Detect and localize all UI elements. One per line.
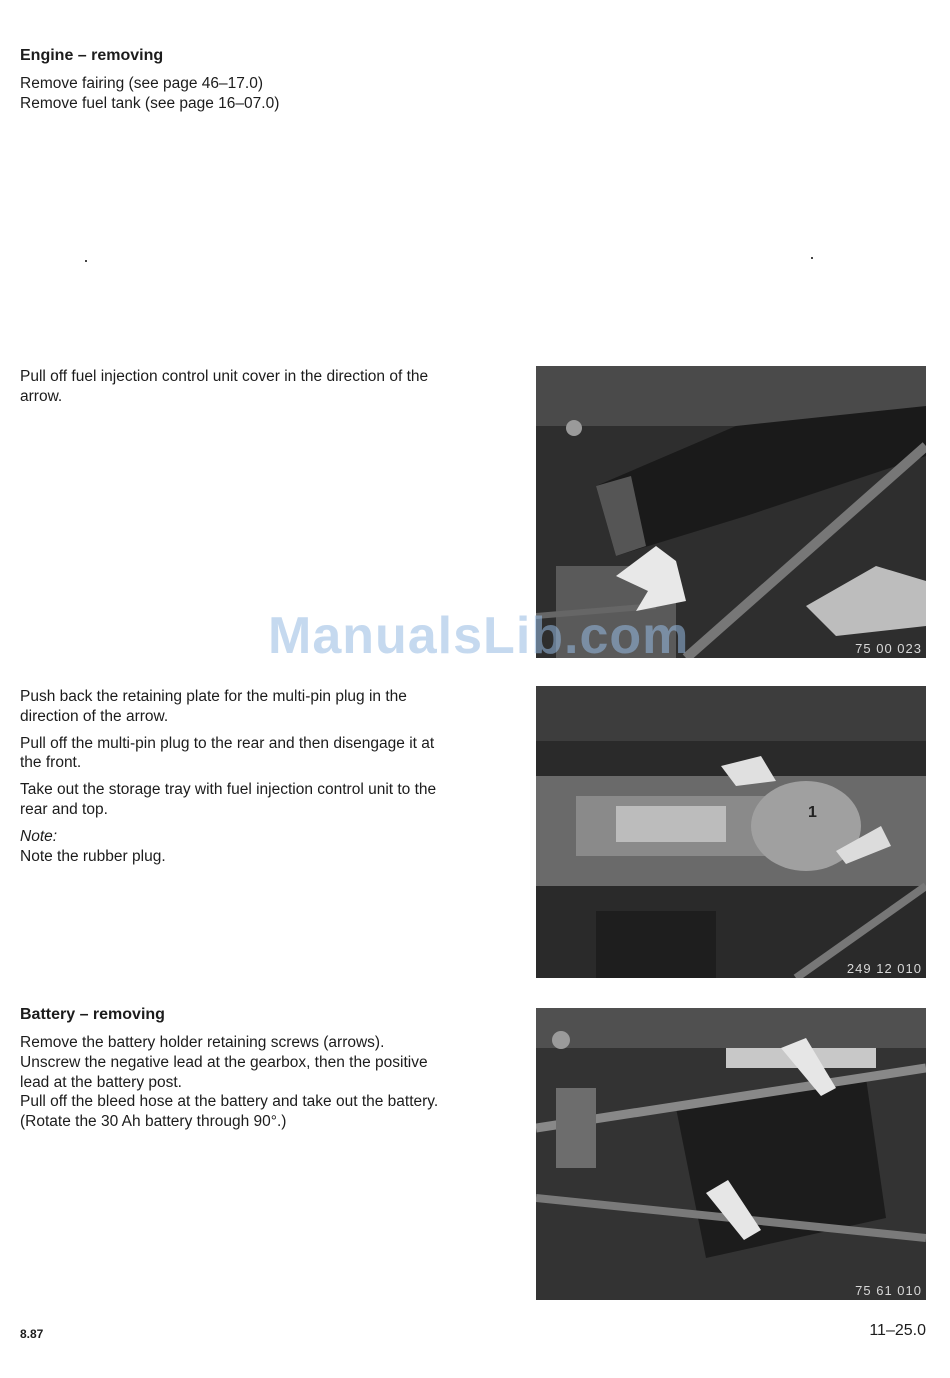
remove-screws-text: Remove the battery holder retaining screws (arrows). xyxy=(20,1034,385,1051)
take-out-tray-text: Take out the storage tray with fuel injection control unit to the rear and top. xyxy=(20,781,437,818)
step2-text xyxy=(20,687,460,866)
photo1-code: 75 00 023 xyxy=(855,641,922,656)
push-back-plate-text: Push back the retaining plate for the multi-pin plug in the direction of the arrow. xyxy=(20,688,407,725)
footer-date: 8.87 xyxy=(20,1327,44,1341)
rotate-battery-text: (Rotate the 30 Ah battery through 90°.) xyxy=(20,1113,287,1131)
photo3-code: 75 61 010 xyxy=(855,1283,922,1298)
unscrew-lead-text: Unscrew the negative lead at the gearbox, then the positive lead at the battery post. xyxy=(20,1053,428,1091)
remove-fairing-line: Remove fairing (see page 46–17.0) xyxy=(20,75,263,92)
pull-off-plug-text: Pull off the multi-pin plug to the rear and then disengage it at the front. xyxy=(20,734,435,772)
note-text: Note the rubber plug. xyxy=(20,847,166,865)
engine-intro-text xyxy=(20,74,460,114)
photo2-code: 249 12 010 xyxy=(846,961,922,976)
scan-speck xyxy=(811,257,813,259)
battery-removing-heading: Battery – removing xyxy=(20,1006,165,1023)
engine-removing-heading: Engine – removing xyxy=(20,47,164,64)
scan-speck xyxy=(85,260,87,262)
photo2-callout-1: 1 xyxy=(808,804,817,821)
photo2-illustration xyxy=(536,686,926,978)
battery-steps-text xyxy=(20,1033,450,1132)
note-label: Note: xyxy=(20,827,58,845)
manualslib-watermark: ManualsLib.com xyxy=(268,607,690,665)
page-number: 11–25.0 xyxy=(869,1322,926,1339)
battery-photo xyxy=(536,1008,926,1300)
multi-pin-plug-photo xyxy=(536,686,926,978)
pull-bleed-hose-text: Pull off the bleed hose at the battery and take out the battery. xyxy=(20,1093,439,1111)
step1-text: Pull off fuel injection control unit cover in the direction of the arrow. xyxy=(20,368,429,405)
photo3-illustration xyxy=(536,1008,926,1300)
remove-fuel-tank-line: Remove fuel tank (see page 16–07.0) xyxy=(20,94,280,112)
